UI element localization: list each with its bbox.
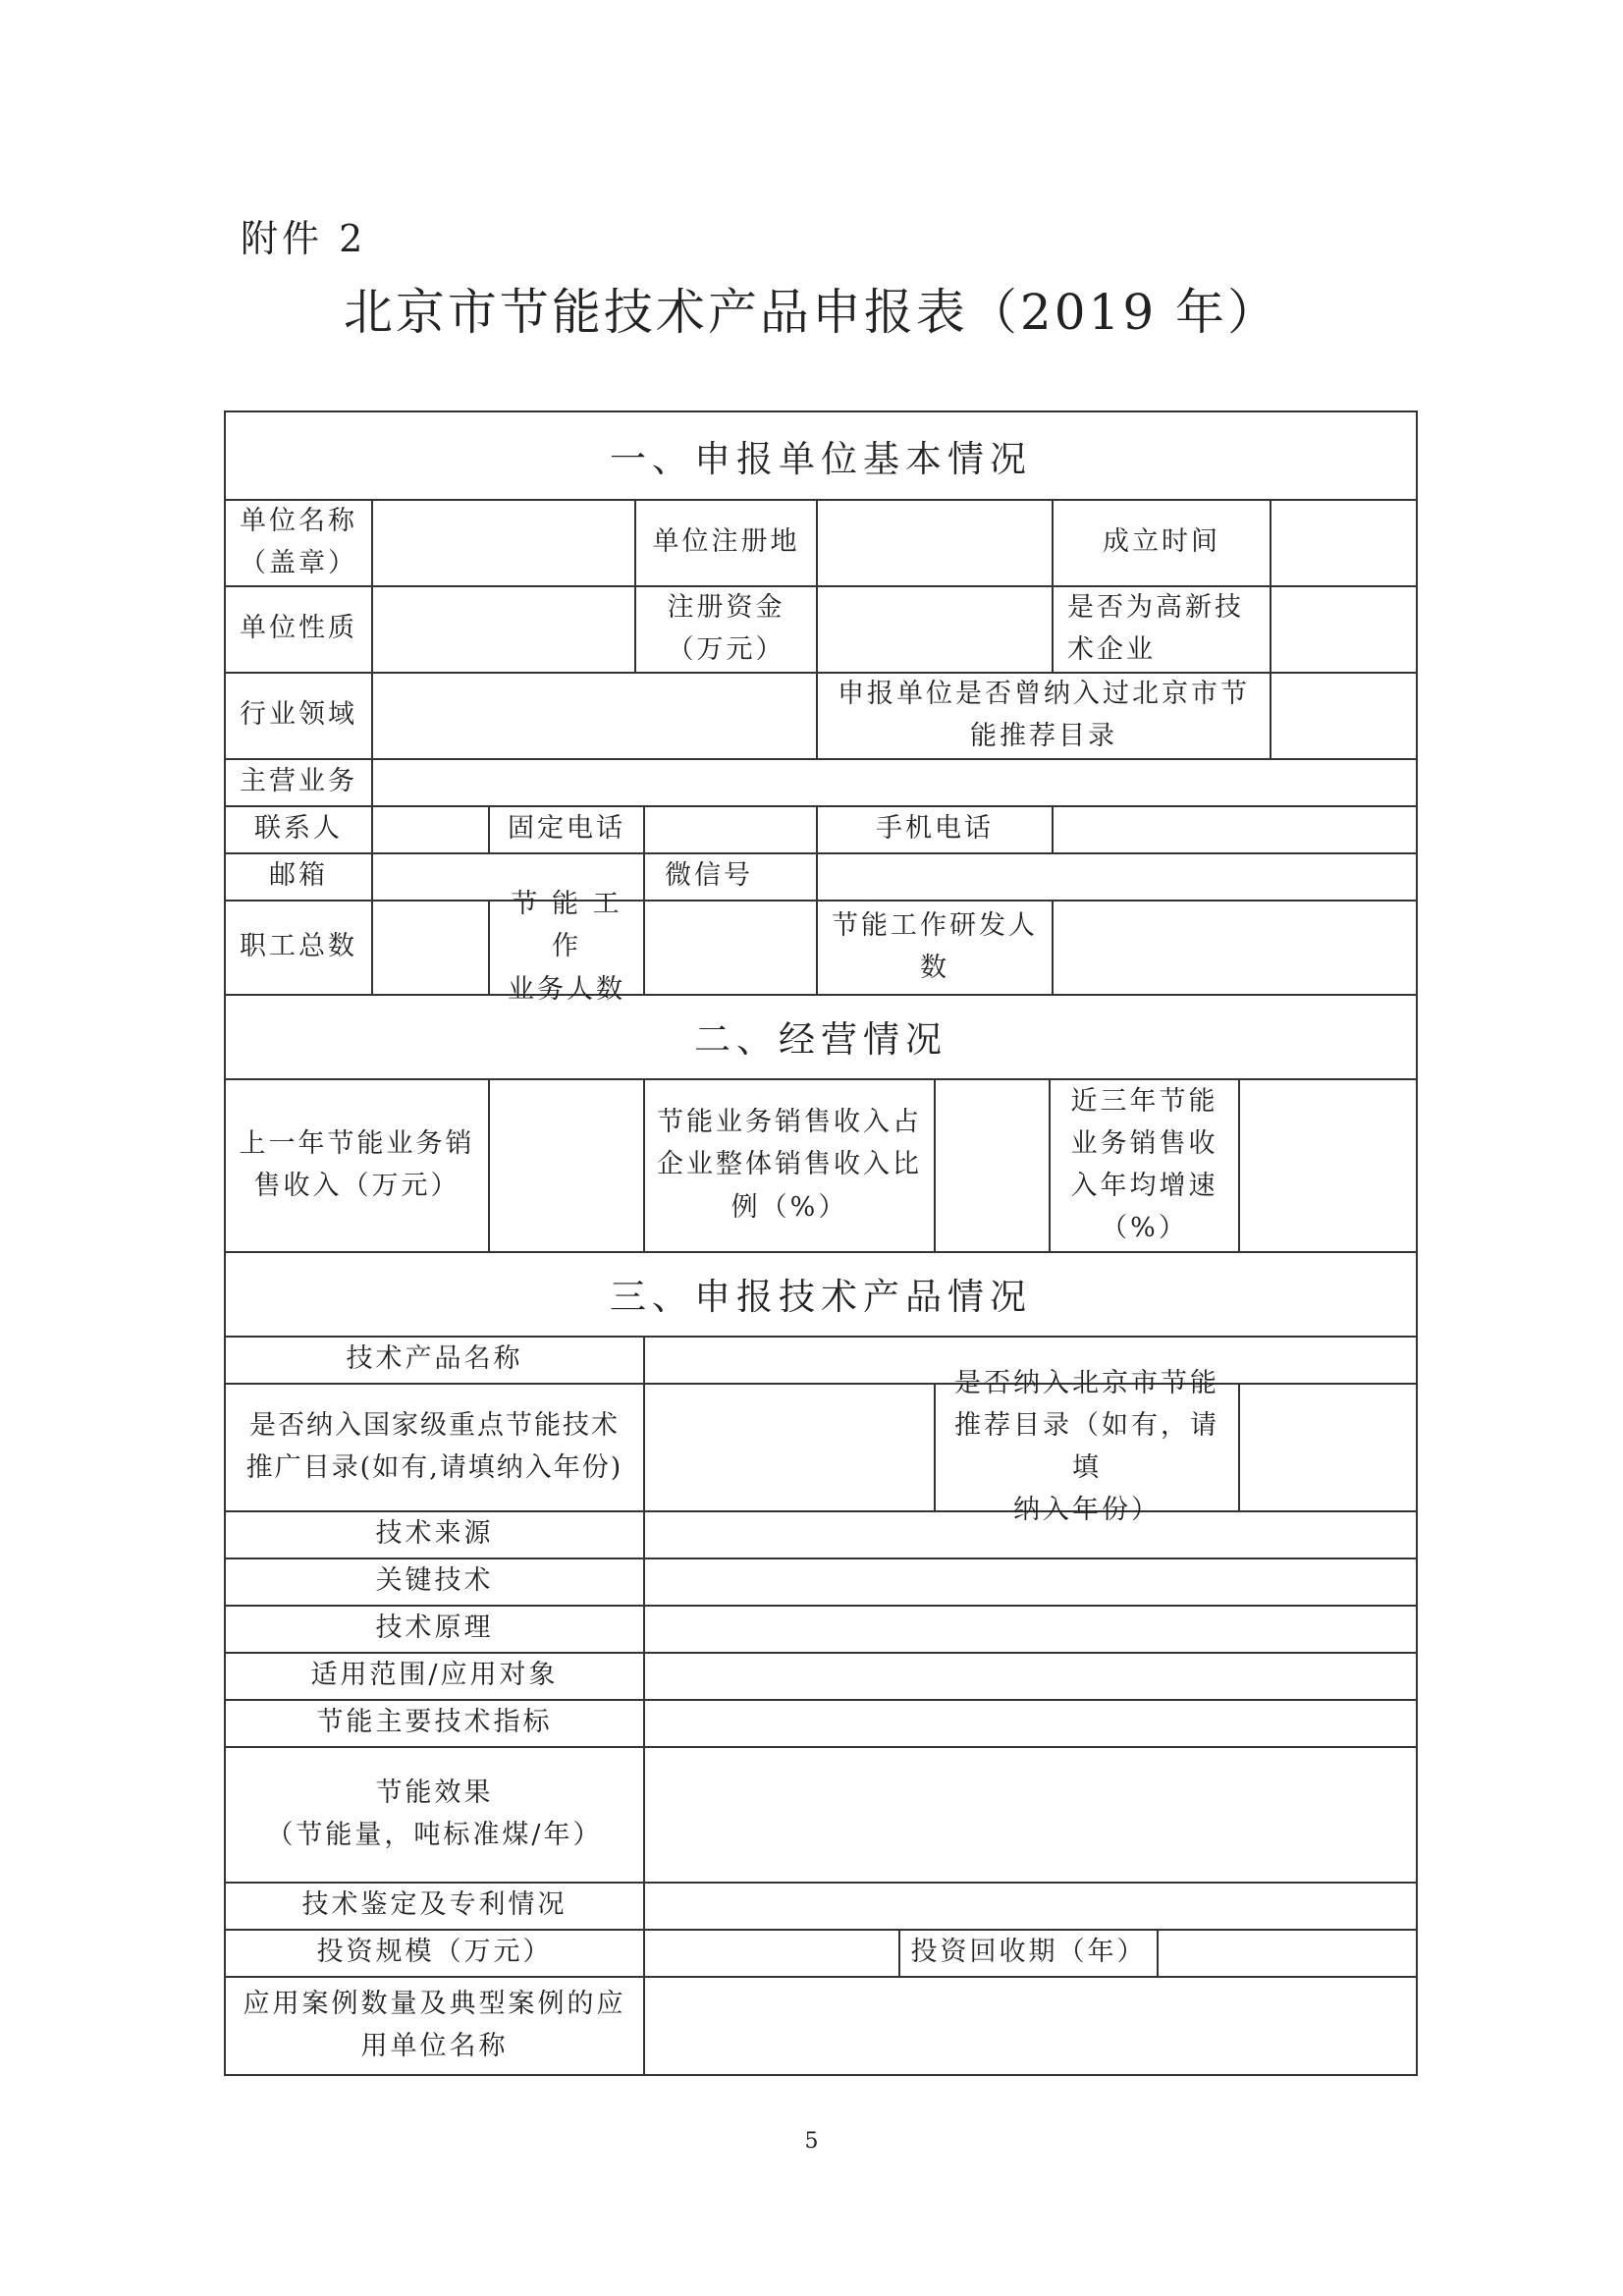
field-beijing-catalog[interactable] bbox=[1240, 1383, 1416, 1510]
label-contact: 联系人 bbox=[226, 805, 373, 852]
label-staff-total: 职工总数 bbox=[226, 900, 373, 994]
row-appraisal bbox=[226, 1882, 1416, 1931]
field-contact[interactable] bbox=[373, 805, 490, 852]
application-form bbox=[224, 410, 1418, 2076]
row-investment bbox=[226, 1929, 1416, 1978]
field-payback[interactable] bbox=[1159, 1929, 1416, 1976]
field-reg-capital[interactable] bbox=[818, 585, 1054, 672]
label-scope: 适用范围/应用对象 bbox=[226, 1652, 645, 1699]
field-sales-ratio[interactable] bbox=[936, 1078, 1051, 1251]
label-in-catalog: 申报单位是否曾纳入过北京市节 能推荐目录 bbox=[818, 672, 1271, 758]
label-high-tech: 是否为高新技 术企业 bbox=[1054, 585, 1271, 672]
field-appraisal[interactable] bbox=[645, 1882, 1416, 1929]
label-landline: 固定电话 bbox=[490, 805, 645, 852]
row-product-name bbox=[226, 1336, 1416, 1385]
label-email: 邮箱 bbox=[226, 852, 373, 900]
label-ee-staff: 节 能 工 作 业务人数 bbox=[490, 900, 645, 994]
field-wechat[interactable] bbox=[818, 852, 1416, 900]
row-sales bbox=[226, 1078, 1416, 1253]
field-mobile[interactable] bbox=[1054, 805, 1416, 852]
label-growth: 近三年节能 业务销售收 入年均增速 （%） bbox=[1051, 1078, 1240, 1251]
row-key-tech bbox=[226, 1558, 1416, 1607]
label-last-year-sales: 上一年节能业务销 售收入（万元） bbox=[226, 1078, 490, 1251]
row-catalogs bbox=[226, 1367, 1416, 1526]
label-tech-source: 技术来源 bbox=[226, 1510, 645, 1558]
row-staff bbox=[226, 889, 1416, 1005]
label-reg-capital: 注册资金 （万元） bbox=[636, 585, 818, 672]
label-sales-ratio: 节能业务销售收入占 企业整体销售收入比 例（%） bbox=[645, 1078, 936, 1251]
label-main-business: 主营业务 bbox=[226, 758, 373, 805]
field-ee-staff[interactable] bbox=[645, 900, 818, 994]
label-unit-name: 单位名称 （盖章） bbox=[226, 499, 373, 585]
field-main-indicators[interactable] bbox=[645, 1699, 1416, 1746]
field-national-catalog[interactable] bbox=[645, 1383, 936, 1510]
row-cases bbox=[226, 1976, 1416, 2074]
attachment-label: 附件 2 bbox=[241, 217, 367, 260]
field-rd-staff[interactable] bbox=[1054, 900, 1416, 994]
field-scope[interactable] bbox=[645, 1652, 1416, 1699]
row-unit-name bbox=[226, 499, 1416, 587]
field-main-business[interactable] bbox=[373, 758, 1416, 805]
label-appraisal: 技术鉴定及专利情况 bbox=[226, 1882, 645, 1929]
row-scope bbox=[226, 1652, 1416, 1701]
label-investment: 投资规模（万元） bbox=[226, 1929, 645, 1976]
field-unit-name[interactable] bbox=[373, 499, 636, 585]
label-product-name: 技术产品名称 bbox=[226, 1336, 645, 1383]
page-number: 5 bbox=[804, 2129, 819, 2154]
label-national-catalog: 是否纳入国家级重点节能技术 推广目录(如有,请填纳入年份) bbox=[226, 1383, 645, 1510]
label-key-tech: 关键技术 bbox=[226, 1558, 645, 1605]
section-1-heading: 一、申报单位基本情况 bbox=[226, 412, 1416, 501]
field-cases[interactable] bbox=[645, 1976, 1416, 2074]
label-mobile: 手机电话 bbox=[818, 805, 1054, 852]
row-main-indicators bbox=[226, 1699, 1416, 1748]
row-tech-principle bbox=[226, 1605, 1416, 1654]
row-contact bbox=[226, 805, 1416, 854]
field-effect[interactable] bbox=[645, 1746, 1416, 1882]
field-reg-place[interactable] bbox=[818, 499, 1054, 585]
field-last-year-sales[interactable] bbox=[490, 1078, 645, 1251]
label-payback: 投资回收期（年） bbox=[900, 1929, 1159, 1976]
label-effect: 节能效果 （节能量，吨标准煤/年） bbox=[226, 1746, 645, 1882]
label-cases: 应用案例数量及典型案例的应 用单位名称 bbox=[226, 1976, 645, 2074]
label-tech-principle: 技术原理 bbox=[226, 1605, 645, 1652]
field-staff-total[interactable] bbox=[373, 900, 490, 994]
field-in-catalog[interactable] bbox=[1271, 672, 1416, 758]
field-tech-source[interactable] bbox=[645, 1510, 1416, 1558]
field-tech-principle[interactable] bbox=[645, 1605, 1416, 1652]
form-title: 北京市节能技术产品申报表（2019 年） bbox=[343, 284, 1280, 341]
label-wechat: 微信号 bbox=[645, 852, 818, 900]
section-3-heading: 三、申报技术产品情况 bbox=[226, 1251, 1416, 1338]
field-found-time[interactable] bbox=[1271, 499, 1416, 585]
row-unit-nature bbox=[226, 585, 1416, 674]
label-unit-nature: 单位性质 bbox=[226, 585, 373, 672]
field-landline[interactable] bbox=[645, 805, 818, 852]
field-industry[interactable] bbox=[373, 672, 818, 758]
label-main-indicators: 节能主要技术指标 bbox=[226, 1699, 645, 1746]
row-email bbox=[226, 852, 1416, 902]
label-rd-staff: 节能工作研发人 数 bbox=[818, 900, 1054, 994]
field-high-tech[interactable] bbox=[1271, 585, 1416, 672]
row-industry bbox=[226, 672, 1416, 760]
field-investment[interactable] bbox=[645, 1929, 900, 1976]
row-main-business bbox=[226, 758, 1416, 807]
row-tech-source bbox=[226, 1510, 1416, 1559]
label-found-time: 成立时间 bbox=[1054, 499, 1271, 585]
label-industry: 行业领域 bbox=[226, 672, 373, 758]
row-effect bbox=[226, 1746, 1416, 1884]
label-beijing-catalog: 是否纳入北京市节能 推荐目录（如有，请填 纳入年份） bbox=[936, 1383, 1240, 1510]
field-key-tech[interactable] bbox=[645, 1558, 1416, 1605]
label-reg-place: 单位注册地 bbox=[636, 499, 818, 585]
field-growth[interactable] bbox=[1240, 1078, 1416, 1251]
section-2-heading: 二、经营情况 bbox=[226, 994, 1416, 1080]
field-unit-nature[interactable] bbox=[373, 585, 636, 672]
